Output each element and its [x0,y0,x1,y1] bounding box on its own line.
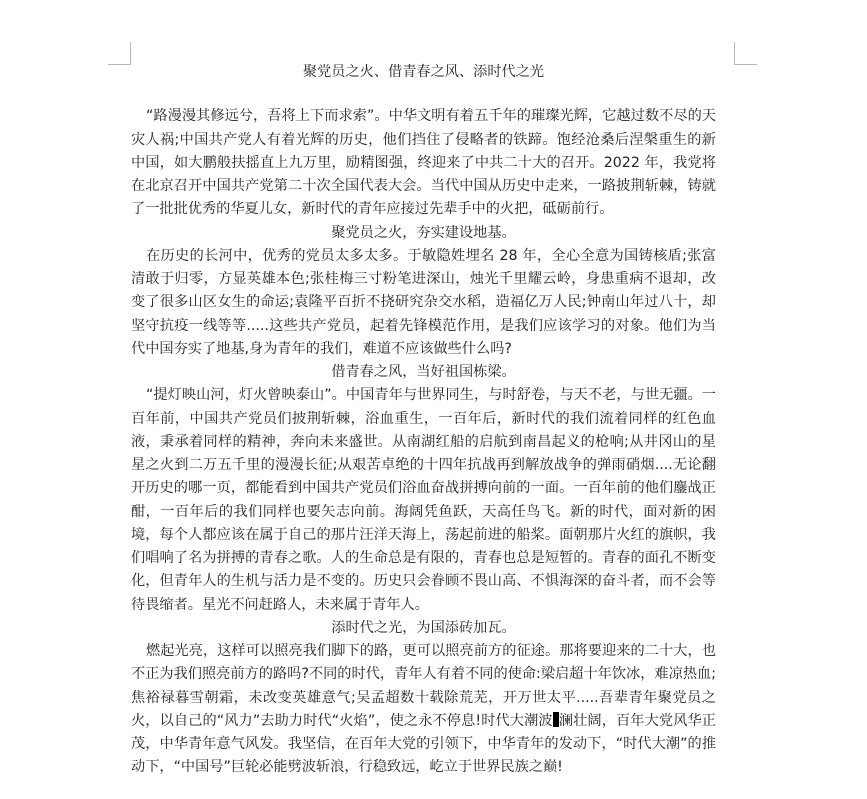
document-title: 聚党员之火、借青春之风、添时代之光 [302,64,545,80]
section-heading-3: 添时代之光，为国添砖加瓦。 [331,619,516,636]
paragraph-party-members: 在历史的长河中，优秀的党员太多太多。于敏隐姓埋名 28 年，全心全意为国铸核盾;张富清敢于归零，方显英雄本色;张桂梅三寸粉笔进深山，烛光千里耀云岭，身患重病不退却，改变了很多山区女生的命运;袁隆平百折不挠研究杂交水稻，造福亿万人民;钟南山年过八十，却坚守抗疫一线等等.....这些共产党员，起着先锋模范作用，是我们应该学习的对象。他们为当代中国夯实了地基,身为青年的我们，难道不应该做些什么吗? [131,247,716,357]
page-corner-top-left [108,42,131,65]
paragraph-era [131,640,716,780]
section-heading-1: 聚党员之火，夯实建设地基。 [331,224,516,241]
paragraph-intro: “路漫漫其修远兮，吾将上下而求索”。中华文明有着五千年的璀璨光辉，它越过数不尽的天灾人祸;中国共产党人有着光辉的历史，他们挡住了侵略者的铁蹄。饱经沧桑后涅槃重生的新中国，如大鹏般扶摇直上九万里，励精图强，终迎来了中共二十大的召开。2022 年，我党将在北京召开中国共产党第二十次全国代表大会。当代中国从历史中走来，一路披荆斩棘，铸就了一批批优秀的华夏儿女，新时代的青年应接过先辈手中的火把，砥砺前行。 [131,108,716,218]
page-corner-top-right [734,42,757,65]
paragraph-era-part-2: 澜壮阔，百年大党风华正茂，中华青年意气风发。我坚信，在百年大党的引领下，中华青年的发动下，“时代大潮”的推动下，“中国号”巨轮必能劈波斩浪，行稳致远，屹立于世界民族之巅! [131,712,717,776]
paragraph-era-part-1: 燃起光亮，这样可以照亮我们脚下的路，更可以照亮前方的征途。那将要迎来的二十大，也不正为我们照亮前方的路吗?不同的时代，青年人有着不同的使命:梁启超十年饮冰，难凉热血;焦裕禄暮雪朝霜，未改变英雄意气;吴孟超数十载除荒芜，开万世太平.....吾辈青年聚党员之火，以自己的“风力”去助力时代“火焰”，使之永不停息!时代大潮波 [131,643,716,729]
paragraph-youth: “提灯映山河，灯火曾映泰山”。中国青年与世界同生，与时舒卷，与天不老，与世无疆。一百年前，中国共产党员们披荆斩棘，浴血重生，一百年后，新时代的我们流着同样的红色血液，秉承着同样的精神，奔向未来盛世。从南湖红船的启航到南昌起义的枪响;从井冈山的星星之火到二万五千里的漫漫长征;从艰苦卓绝的十四年抗战再到解放战争的弹雨硝烟....无论翻开历史的哪一页，都能看到中国共产党员们浴血奋战拼搏向前的一面。一百年前的他们鏖战正酣，一百年后的我们同样也要矢志向前。海阔凭鱼跃，天高任鸟飞。新的时代，面对新的困境，每个人都应该在属于自己的那片汪洋天海上，荡起前进的船桨。面朝那片火红的旗帜，我们唱响了名为拼搏的青春之歌。人的生命总是有限的，青春也总是短暂的。青春的面孔不断变化，但青年人的生机与活力是不变的。历史只会眷顾不畏山高、不惧海深的奋斗者，而不会等待畏缩者。星光不问赶路人，未来属于青年人。 [131,387,716,613]
section-heading-2: 借青春之风，当好祖国栋梁。 [331,364,516,380]
document-body[interactable] [131,61,716,780]
